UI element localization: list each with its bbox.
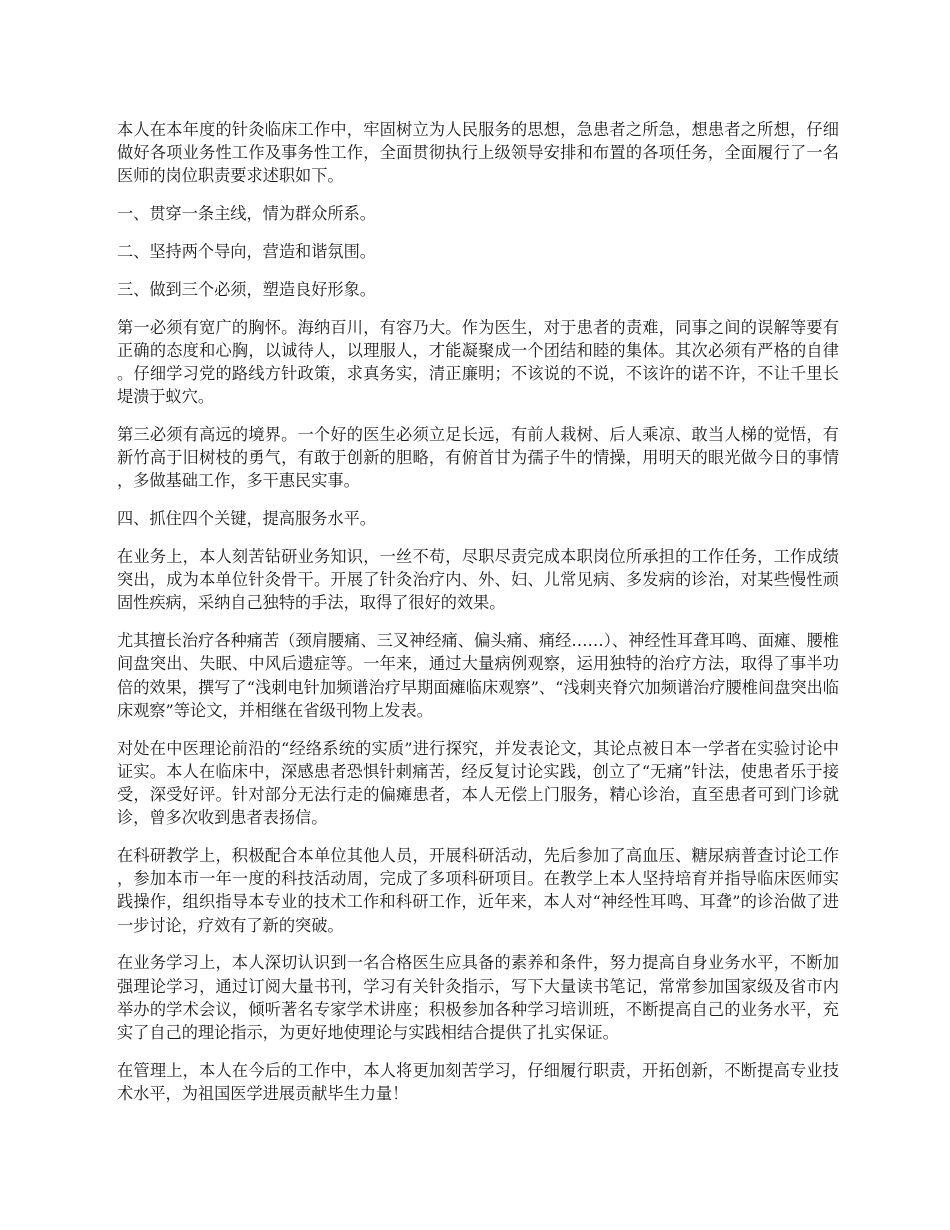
paragraph-first-requirement: 第一必须有宽广的胸怀。海纳百川，有容乃大。作为医生，对于患者的责难，同事之间的误解等要有正确的态度和心胸，以诚待人，以理服人，才能凝聚成一个团结和睦的集体。其次必须有严格的自律。仔细学习党的路线方针政策，求真务实，清正廉明；不该说的不说，不该许的诺不许，不让千里长堤溃于蚁穴。 [117, 317, 839, 407]
paragraph-research-teaching: 在科研教学上，积极配合本单位其他人员，开展科研活动，先后参加了高血压、糖尿病普查讨论工作，参加本市一年一度的科技活动周，完成了多项科研项目。在教学上本人坚持培育并指导临床医师实践操作，组织指导本专业的技术工作和科研工作，近年来，本人对“神经性耳鸣、耳聋”的诊治做了进一步讨论，疗效有了新的突破。 [117, 846, 839, 935]
paragraph-third-requirement: 第三必须有高远的境界。一个好的医生必须立足长远，有前人栽树、后人乘凉、敢当人梯的觉悟，有新竹高于旧树枝的勇气，有敢于创新的胆略，有俯首甘为孺子牛的情操，用明天的眼光做今日的事情，多做基础工作，多干惠民实事。 [117, 425, 839, 491]
document-body [117, 118, 839, 1120]
paragraph-specialties: 尤其擅长治疗各种痛苦（颈肩腰痛、三叉神经痛、偏头痛、痛经……）、神经性耳聋耳鸣、面瘫、腰椎间盘突出、失眠、中风后遗症等。一年来，通过大量病例观察，运用独特的治疗方法，取得了事半功倍的效果，撰写了“浅刺电针加频谱治疗早期面瘫临床观察”、“浅刺夹脊穴加频谱治疗腰椎间盘突出临床观察”等论文，并相继在省级刊物上发表。 [117, 631, 839, 720]
section-heading-four: 四、抓住四个关键，提高服务水平。 [117, 509, 376, 529]
paragraph-business: 在业务上，本人刻苦钻研业务知识，一丝不苟，尽职尽责完成本职岗位所承担的工作任务，工作成绩突出，成为本单位针灸骨干。开展了针灸治疗内、外、妇、儿常见病、多发病的诊治，对某些慢性顽固性疾病，采纳自己独特的手法，取得了很好的效果。 [117, 547, 839, 613]
section-heading-two: 二、坚持两个导向，营造和谐氛围。 [117, 242, 376, 261]
paragraph-meridian-research: 对处在中医理论前沿的“经络系统的实质”进行探究，并发表论文，其论点被日本一学者在实验讨论中证实。本人在临床中，深感患者恐惧针刺痛苦，经反复讨论实践，创立了“无痛”针法，使患者乐于接受，深受好评。针对部分无法行走的偏瘫患者，本人无偿上门服务，精心诊治，直至患者可到门诊就诊，曾多次收到患者表扬信。 [117, 738, 839, 828]
paragraph-study: 在业务学习上，本人深切认识到一名合格医生应具备的素养和条件，努力提高自身业务水平，不断加强理论学习，通过订阅大量书刊，学习有关针灸指示，写下大量读书笔记，常常参加国家级及省市内举办的学术会议，倾听著名专家学术讲座；积极参加各种学习培训班，不断提高自己的业务水平，充实了自己的理论指示，为更好地使理论与实践相结合提供了扎实保证。 [117, 953, 839, 1043]
paragraph-management: 在管理上，本人在今后的工作中，本人将更加刻苦学习，仔细履行职责，开拓创新，不断提高专业技术水平，为祖国医学进展贡献毕生力量！ [117, 1060, 839, 1104]
section-heading-three: 三、做到三个必须，塑造良好形象。 [117, 279, 376, 299]
section-heading-one: 一、贯穿一条主线，情为群众所系。 [117, 204, 376, 224]
intro-paragraph: 本人在本年度的针灸临床工作中，牢固树立为人民服务的思想，急患者之所急，想患者之所想，仔细做好各项业务性工作及事务性工作，全面贯彻执行上级领导安排和布置的各项任务，全面履行了一名医师的岗位职责要求述职如下。 [117, 120, 839, 186]
